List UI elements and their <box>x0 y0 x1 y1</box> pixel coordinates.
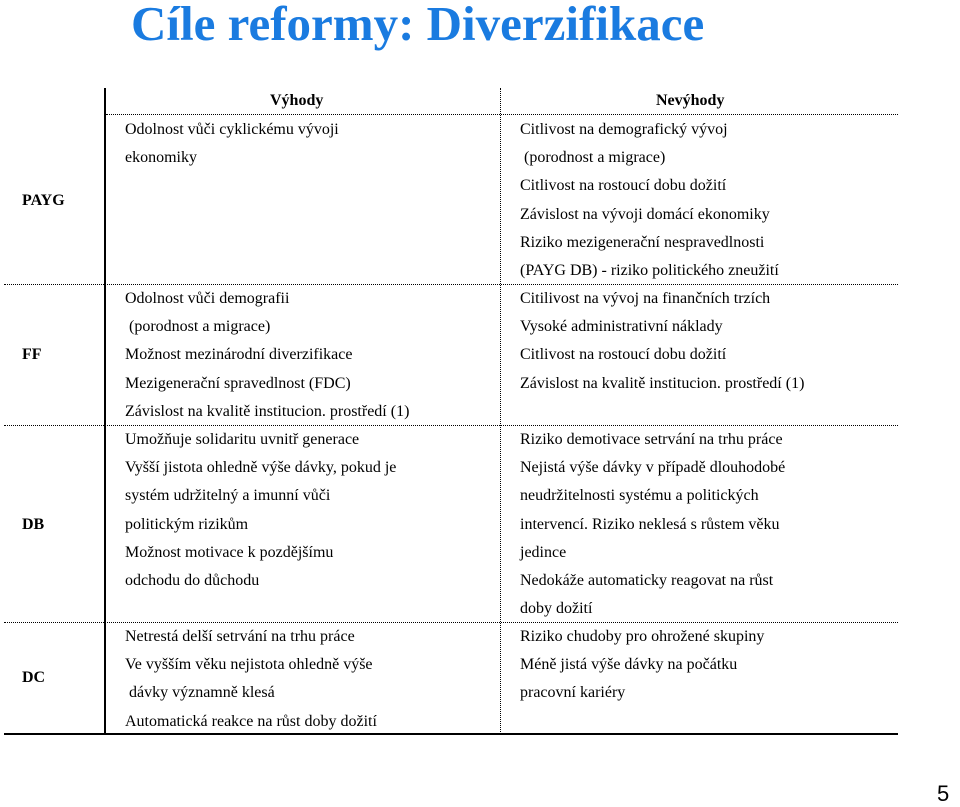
list-item: Odolnost vůči demografii <box>125 290 290 307</box>
list-item: Citlivost na rostoucí dobu dožití <box>520 177 727 195</box>
list-item: Riziko chudoby pro ohrožené skupiny <box>520 628 765 645</box>
ff-disadvantages <box>520 285 804 398</box>
table-divider-middle <box>500 88 501 734</box>
list-item: Nedokáže automaticky reagovat na růst <box>520 571 774 589</box>
list-item: Netrestá delší setrvání na trhu práce <box>125 628 355 645</box>
list-item: Možnost motivace k pozdějšímu <box>125 543 334 561</box>
list-item: (PAYG DB) - riziko politického zneužití <box>520 261 779 279</box>
dc-disadvantages <box>520 623 764 708</box>
page-number: 5 <box>937 781 950 806</box>
db-disadvantages <box>520 426 785 623</box>
list-item: Citilivost na vývoj na finančních trzích <box>520 290 771 307</box>
list-item: Automatická reakce na růst doby dožití <box>125 712 377 730</box>
list-item: systém udržitelný a imunní vůči <box>125 487 331 505</box>
dc-advantages <box>125 623 377 736</box>
row-label-payg: PAYG <box>22 192 65 209</box>
list-item: Možnost mezinárodní diverzifikace <box>125 346 353 364</box>
list-item: Mezigenerační spravedlnost (FDC) <box>125 374 351 392</box>
list-item: Vyšší jistota ohledně výše dávky, pokud je <box>125 459 397 477</box>
payg-advantages <box>125 116 339 172</box>
list-item: Citlivost na rostoucí dobu dožití <box>520 346 727 364</box>
list-item: Ve vyšším věku nejistota ohledně výše <box>125 656 373 674</box>
list-item: Závislost na kvalitě institucion. prostředí (1) <box>125 402 410 420</box>
payg-disadvantages <box>520 116 779 285</box>
header-advantages: Výhody <box>270 92 324 109</box>
header-disadvantages: Nevýhody <box>656 92 725 109</box>
list-item: neudržitelnosti systému a politických <box>520 487 759 505</box>
list-item: (porodnost a migrace) <box>520 149 666 167</box>
db-advantages <box>125 426 396 595</box>
list-item: doby dožití <box>520 600 593 618</box>
table-divider-left <box>104 88 106 734</box>
list-item: jedince <box>520 543 567 561</box>
header-separator <box>106 114 898 115</box>
list-item: Umožňuje solidaritu uvnitř generace <box>125 431 360 448</box>
row-label-ff: FF <box>22 346 42 363</box>
list-item: dávky významně klesá <box>125 684 275 702</box>
list-item: Nejistá výše dávky v případě dlouhodobé <box>520 459 786 477</box>
row-label-db: DB <box>22 516 45 533</box>
page-title: Cíle reformy: Diverzifikace <box>131 0 705 51</box>
list-item: Závislost na kvalitě institucion. prostředí (1) <box>520 374 805 392</box>
list-item: pracovní kariéry <box>520 684 626 702</box>
list-item: Citlivost na demografický vývoj <box>520 121 728 138</box>
list-item: Méně jistá výše dávky na počátku <box>520 656 738 674</box>
list-item: Riziko mezigenerační nespravedlnosti <box>520 233 765 251</box>
list-item: Riziko demotivace setrvání na trhu práce <box>520 431 783 448</box>
list-item: odchodu do důchodu <box>125 571 260 589</box>
list-item: Závislost na vývoji domácí ekonomiky <box>520 205 770 223</box>
list-item: Vysoké administrativní náklady <box>520 318 723 336</box>
ff-advantages <box>125 285 409 426</box>
list-item: (porodnost a migrace) <box>125 318 271 336</box>
list-item: ekonomiky <box>125 149 197 167</box>
row-label-dc: DC <box>22 669 46 686</box>
list-item: politickým rizikům <box>125 515 249 533</box>
list-item: intervencí. Riziko neklesá s růstem věku <box>520 515 780 533</box>
list-item: Odolnost vůči cyklickému vývoji <box>125 121 339 138</box>
